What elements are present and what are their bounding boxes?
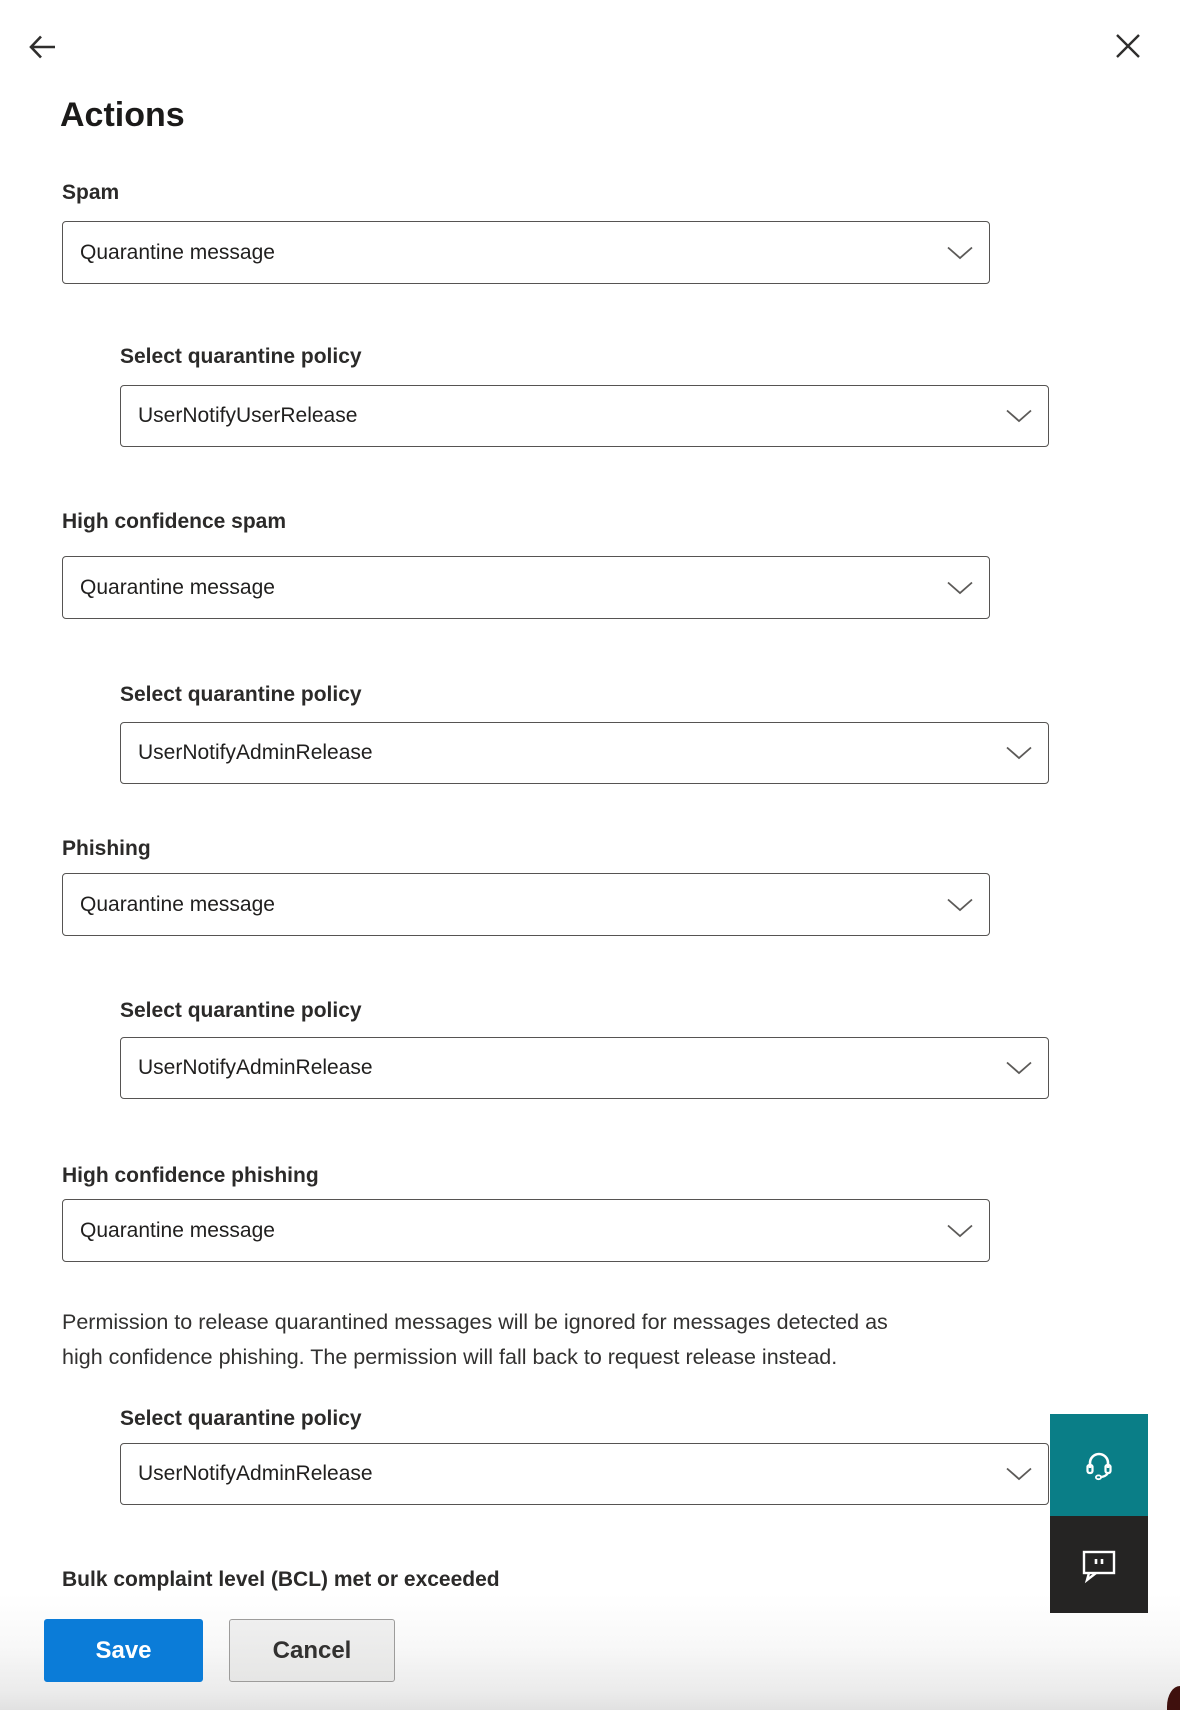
dropdown-value: Quarantine message <box>80 575 275 599</box>
dropdown-value: UserNotifyAdminRelease <box>138 741 373 764</box>
high-confidence-phishing-action-dropdown[interactable] <box>62 1199 990 1262</box>
policy-label-high-confidence-spam: Select quarantine policy <box>120 683 362 706</box>
high-confidence-phishing-policy-dropdown[interactable] <box>120 1443 1049 1505</box>
footer-bar <box>0 1594 1180 1710</box>
note-line: high confidence phishing. The permission will fall back to request release instead. <box>62 1345 838 1369</box>
feedback-comment-icon <box>1077 1543 1121 1587</box>
phishing-action-dropdown[interactable] <box>62 873 990 936</box>
section-label-high-confidence-spam: High confidence spam <box>62 510 287 533</box>
section-label-high-confidence-phishing: High confidence phishing <box>62 1164 319 1187</box>
chevron-down-icon <box>946 580 974 595</box>
chevron-down-icon <box>1005 1061 1033 1076</box>
policy-label-high-confidence-phishing: Select quarantine policy <box>120 1407 362 1430</box>
headset-icon <box>1077 1443 1121 1487</box>
phishing-policy-dropdown[interactable] <box>120 1037 1049 1099</box>
save-button[interactable]: Save <box>44 1619 203 1682</box>
chevron-down-icon <box>1005 409 1033 424</box>
spam-policy-dropdown[interactable] <box>120 385 1049 447</box>
chevron-down-icon <box>1005 1467 1033 1482</box>
section-label-bulk-complaint-level: Bulk complaint level (BCL) met or exceeded <box>62 1568 500 1591</box>
spam-action-dropdown[interactable] <box>62 221 990 284</box>
arrow-left-icon <box>24 54 62 69</box>
cancel-button[interactable]: Cancel <box>229 1619 395 1682</box>
close-button[interactable] <box>1112 30 1144 62</box>
close-icon <box>1112 50 1144 65</box>
dropdown-value: UserNotifyUserRelease <box>138 404 358 427</box>
dropdown-value: Quarantine message <box>80 1218 275 1242</box>
high-confidence-spam-policy-dropdown[interactable] <box>120 722 1049 784</box>
policy-label-phishing: Select quarantine policy <box>120 999 362 1022</box>
chevron-down-icon <box>1005 746 1033 761</box>
dropdown-value: Quarantine message <box>80 892 275 916</box>
section-label-phishing: Phishing <box>62 837 151 860</box>
dropdown-value: UserNotifyAdminRelease <box>138 1056 373 1079</box>
page-title: Actions <box>60 96 185 134</box>
policy-label-spam: Select quarantine policy <box>120 345 362 368</box>
high-confidence-phishing-note <box>62 1305 1062 1375</box>
feedback-button[interactable] <box>1050 1516 1148 1613</box>
section-label-spam: Spam <box>62 181 120 204</box>
chevron-down-icon <box>946 245 974 260</box>
dropdown-value: Quarantine message <box>80 240 275 264</box>
dropdown-value: UserNotifyAdminRelease <box>138 1462 373 1485</box>
note-line: Permission to release quarantined messages will be ignored for messages detected as <box>62 1310 888 1334</box>
floating-button-stack <box>1050 1414 1148 1613</box>
back-button[interactable] <box>24 28 62 66</box>
chevron-down-icon <box>946 1223 974 1238</box>
support-button[interactable] <box>1050 1414 1148 1516</box>
chevron-down-icon <box>946 897 974 912</box>
high-confidence-spam-action-dropdown[interactable] <box>62 556 990 619</box>
